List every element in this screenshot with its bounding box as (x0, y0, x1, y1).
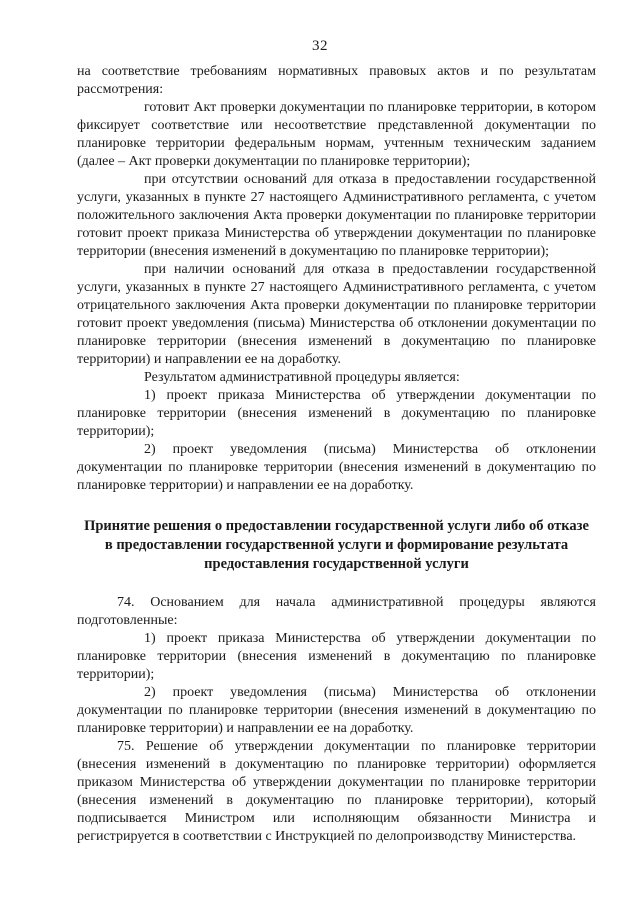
section-heading-line: в предоставлении государственной услуги и формирование результата (104, 537, 569, 553)
paragraph: при наличии оснований для отказа в предоставлении государственной услуги, указанных в пункте 27 настоящего Административного регламента, с учетом отрицательного заключения Акта проверки документации по планировке территории готовит проект уведомления (письма) Министерства об отклонении документации по планировке территории (внесения изменений в документацию по планировке территории) и направлении ее на доработку. (77, 262, 596, 367)
section-heading (77, 517, 596, 574)
section-heading-line: предоставления государственной услуги (204, 556, 469, 572)
paragraph: готовит Акт проверки документации по планировке территории, в котором фиксирует соответствие или несоответствие представленной документации по планировке территории федеральным нормам, учтенным техническим заданием (далее – Акт проверки документации по планировке территории); (77, 100, 596, 169)
paragraph: 74. Основанием для начала административной процедуры являются подготовленные: (77, 595, 596, 628)
page-number: 32 (312, 38, 328, 54)
list-item: 1) проект приказа Министерства об утверждении документации по планировке территории (внесения изменений в документацию по планировке территории); (77, 631, 596, 682)
section-heading-line: Принятие решения о предоставлении государственной услуги либо об отказе (84, 518, 589, 534)
paragraph: на соответствие требованиям нормативных правовых актов и по результатам рассмотрения: (77, 64, 596, 97)
paragraph: при отсутствии оснований для отказа в предоставлении государственной услуги, указанных в пункте 27 настоящего Административного регламента, с учетом положительного заключения Акта проверки документации по планировке территории готовит проект приказа Министерства об утверждении документации по планировке территории (внесения изменений в документацию по планировке территории); (77, 172, 596, 259)
document-body (77, 63, 596, 846)
list-item: 2) проект уведомления (письма) Министерства об отклонении документации по планировке территории (внесения изменений в документацию по планировке территории) и направлении ее на доработку. (77, 685, 596, 736)
paragraph: Результатом административной процедуры является: (144, 370, 460, 385)
paragraph: 75. Решение об утверждении документации по планировке территории (внесения изменений в документацию по планировке территории) оформляется приказом Министерства об утверждении документации по планировке территории (внесения изменений в документацию по планировке территории), который подписывается Министром или исполняющим обязанности Министра и регистрируется в соответствии с Инструкцией по делопроизводству Министерства. (77, 739, 596, 844)
list-item: 2) проект уведомления (письма) Министерства об отклонении документации по планировке территории (внесения изменений в документацию по планировке территории) и направлении ее на доработку. (77, 442, 596, 493)
list-item: 1) проект приказа Министерства об утверждении документации по планировке территории (внесения изменений в документацию по планировке территории); (77, 388, 596, 439)
